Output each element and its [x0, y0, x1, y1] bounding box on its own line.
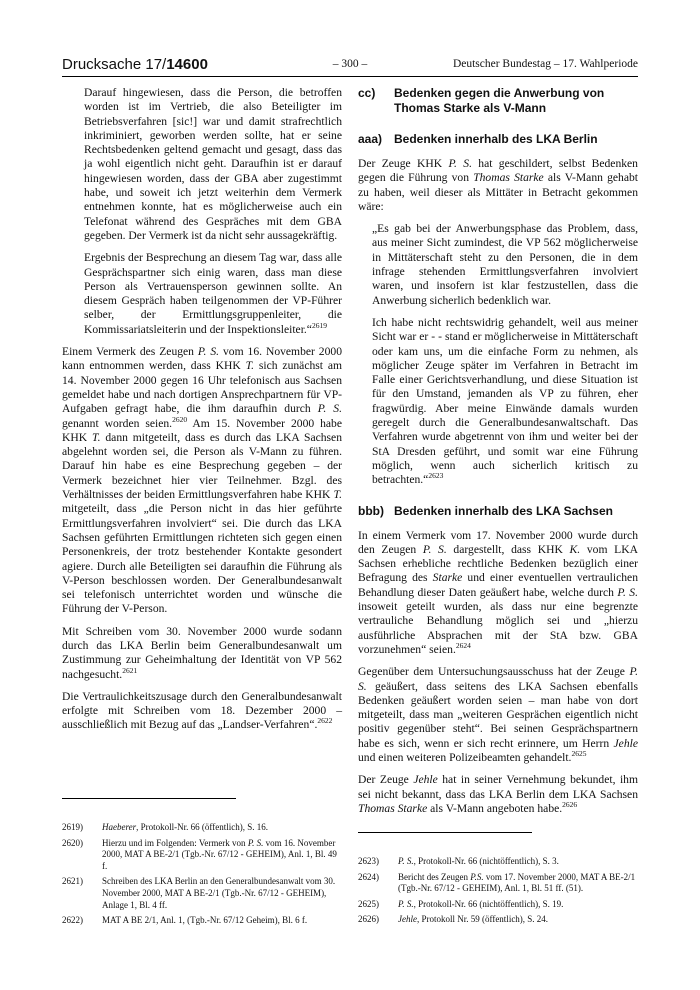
footnote: 2626) Jehle, Protokoll Nr. 59 (öffentlich), S. 24.: [358, 914, 549, 925]
footnote: 2620) Hierzu und im Folgenden: Vermerk von P. S. vom 16. November 2000, MAT A BE-2/1 (Tgb.-Nr. 67/12 - GEHEIM), Anl. 1, Bl. 49 f.: [62, 837, 337, 871]
body-paragraph: Einem Vermerk des Zeugen P. S. vom 16. November 2000 kann entnommen werden, dass KHK T. sich zunächst am 14. November 2000 gegen 16 Uhr telefonisch aus Sachsen gemeldet habe und nach dortigen Ansprechpartnern für VP-Aufgaben gefragt habe, die ihm daraufhin durch P. S. genannt worden seien.$^{2620}$ Am 15. November 2000 habe KHK T. dann mitgeteilt, dass es durch das LKA Sachsen abgelehnt worden sei, die Person als V-Mann zu führen. Darauf hin habe es eine Besprechung gegeben – der Vermerk bezeichnet hier vier Teilnehmer. Bzgl. des Verhältnisses der beiden Ermittlungsverfahren habe KHK T. mitgeteilt, dass „die Person nicht in das hier geführte Ermittlungsverfahren involviert“ sei. Die durch das LKA Sachsen geführten Ermittlungen richteten sich gegen einen Personenkreis, der trotz bestehender Kontakte gesondert agiere. Durch alle Beteiligten sei daraufhin die Führung als V-Person beschlossen worden. Der Generalbundesanwalt sei telefonisch unterrichtet worden und wünsche die Führung der V-Person.: [62, 345, 342, 616]
body-paragraph: In einem Vermerk vom 17. November 2000 wurde durch den Zeugen P. S. dargestellt, dass KHK K. vom LKA Sachsen erhebliche rechtliche Bedenken bezüglich einer Befragung des Starke und einer eventuellen vertraulichen Behandlung dieser Daten geäußert habe, welche durch P. S. insoweit geteilt wurden, als dass nur eine begrenzte vertrauliche Behandlung möglich sei und „hierzu ausführliche Absprachen mit der StA bzw. GBA vorzunehmen“ seien.$^{2624}$: [358, 528, 639, 656]
footnote-ref[interactable]: 2620: [172, 414, 188, 424]
left-column: [62, 86, 342, 741]
footnote-ref[interactable]: 2619: [311, 320, 327, 330]
section-heading: bbb) Bedenken innerhalb des LKA Sachsen: [358, 503, 613, 518]
body-paragraph: Der Zeuge KHK P. S. hat geschildert, selbst Bedenken gegen die Führung von Thomas Starke als V-Mann gehabt zu haben, weil dieser als Mittäter in Betracht gekommen wäre:: [358, 157, 638, 213]
footnote-ref[interactable]: 2625: [571, 749, 587, 759]
footnote-divider: [62, 798, 236, 799]
footnote: 2625) P. S., Protokoll-Nr. 66 (nichtöffentlich), S. 19.: [358, 898, 564, 909]
footnote-ref[interactable]: 2626: [562, 800, 578, 810]
page-header: [62, 56, 638, 77]
footnote: 2619) Haeberer, Protokoll-Nr. 66 (öffentlich), S. 16.: [62, 822, 268, 832]
footnote-ref[interactable]: 2622: [317, 716, 333, 726]
body-paragraph: Gegenüber dem Untersuchungsausschuss hat der Zeuge P. S. geäußert, dass seitens des LKA Sachsen ebenfalls Bedenken geäußert worden seien – man habe von dort mitgeteilt, dass man „weiteren Gesprächen eigentlich nicht positiv gegenüber steht“. Bei seinen Gesprächspartnern habe es sich, wenn er sich recht erinnere, um Herrn Jehle und einen weiteren Polizeibeamten gehandelt.$^{2625}$: [358, 665, 638, 764]
page-number: – 300 –: [332, 58, 368, 70]
footnote-ref[interactable]: 2623: [428, 471, 444, 481]
footnote: 2621) Schreiben des LKA Berlin an den Generalbundesanwalt vom 30. November 2000, MAT A BE-2/1 (Tgb.-Nr. 67/12 - GEHEIM), Anlage 1, Bl. 4 ff.: [62, 876, 336, 910]
quote-paragraph: Ich habe nicht rechtswidrig gehandelt, weil aus meiner Sicht war er - - stand er möglicherweise in Mittäterschaft oder kam uns, um die einfache Form zu nehmen, als möglicher Zeuge später im Verfahren in Betracht im Falle einer Gerichtsverhandlung, und diese Situation ist für den Umstand, jemanden als VP zu führen, eher fragwürdig. Aber meine Einwände damals wurden geregelt durch die Generalbundesanwaltschaft. Das Verfahren wurde abgetrennt von ihm und weiter bei der StA Dresden geführt, und somit war eine Führung möglich, wenn auch sicherlich kritisch zu betrachten.“$^{2623}$: [372, 315, 638, 487]
quote-paragraph: „Es gab bei der Anwerbungsphase das Problem, dass, aus meiner Sicht zumindest, die VP 562 möglicherweise in Mittäterschaft steht zu den Personen, die in dem infrage stehenden Ermittlungsverfahren involviert waren, und insofern ist klar festzustellen, dass die Anwerbung sicherlich bedenklich war.: [372, 222, 638, 307]
quote-paragraph: Ergebnis der Besprechung an diesem Tag war, dass alle Gesprächspartner sich einig waren, dass man diese Person als Vertrauensperson gewinnen sollte. An diesem Gespräch haben teilgenommen der VP-Führer selber, der Ermittlungsgruppenleiter, die Kommissariatsleiterin und der Inspektionsleiter.“$^{2619}$: [84, 251, 342, 336]
footnote: 2624) Bericht des Zeugen P.S. vom 17. November 2000, MAT A BE-2/1 (Tgb.-Nr. 67/12 - GEHEIM), Anl. 1, Bl. 51 ff. (51).: [358, 871, 636, 894]
body-paragraph: Die Vertraulichkeitszusage durch den Generalbundesanwalt erfolgte mit Schreiben vom 18. Dezember 2000 – ausschließlich mit Bezug auf das „Landser-Verfahren“.$^{2622}$: [62, 689, 342, 732]
quote-paragraph: Darauf hingewiesen, dass die Person, die betroffen worden ist im Vertrieb, die also Beteiligter im Betriebsverfahren [sic!] war und damit strafrechtlich inkriminiert, geworben werden sollte, hat er seine Rechtsbedenken geltend gemacht und gesagt, dass das ja wohl eigentlich nicht geht. Daraufhin ist er darauf hingewiesen worden, dass der GBA aber zugestimmt habe, und soweit ich jetzt weiterhin dem Vermerk entnehmen konnte, hat es möglicherweise auch ein Telefonat während des Gespräches mit dem GBA gegeben. Der Vermerk ist da nicht sehr aussagekräftig.: [84, 86, 342, 242]
footnote-ref[interactable]: 2624: [455, 641, 471, 651]
body-paragraph: Mit Schreiben vom 30. November 2000 wurde sodann durch das LKA Berlin beim Generalbundesanwalt um Zustimmung zur Geheimhaltung der Identität von VP 562 nachgesucht.$^{2621}$: [62, 624, 342, 681]
right-column: [358, 86, 638, 824]
footnotes-right: [358, 856, 638, 930]
section-heading: aaa) Bedenken innerhalb des LKA Berlin: [358, 132, 598, 146]
body-paragraph: Der Zeuge Jehle hat in seiner Vernehmung bekundet, ihm sei nicht bekannt, dass das LKA Berlin dem LKA Sachsen Thomas Starke als V-Mann angeboten habe.$^{2626}$: [358, 773, 638, 815]
footnotes-left: [62, 822, 342, 931]
footnote-divider: [358, 832, 532, 833]
footnote: 2623) P. S., Protokoll-Nr. 66 (nichtöffentlich), S. 3.: [358, 856, 559, 866]
footnote: 2622) MAT A BE 2/1, Anl. 1, (Tgb.-Nr. 67/12 Geheim), Bl. 6 f.: [62, 915, 308, 926]
institution-label: Deutscher Bundestag – 17. Wahlperiode: [452, 58, 638, 70]
footnote-ref[interactable]: 2621: [122, 665, 138, 675]
section-heading: cc) Bedenken gegen die Anwerbung von Thomas Starke als V-Mann: [358, 86, 605, 115]
document-number: Drucksache 17/14600: [62, 56, 208, 73]
